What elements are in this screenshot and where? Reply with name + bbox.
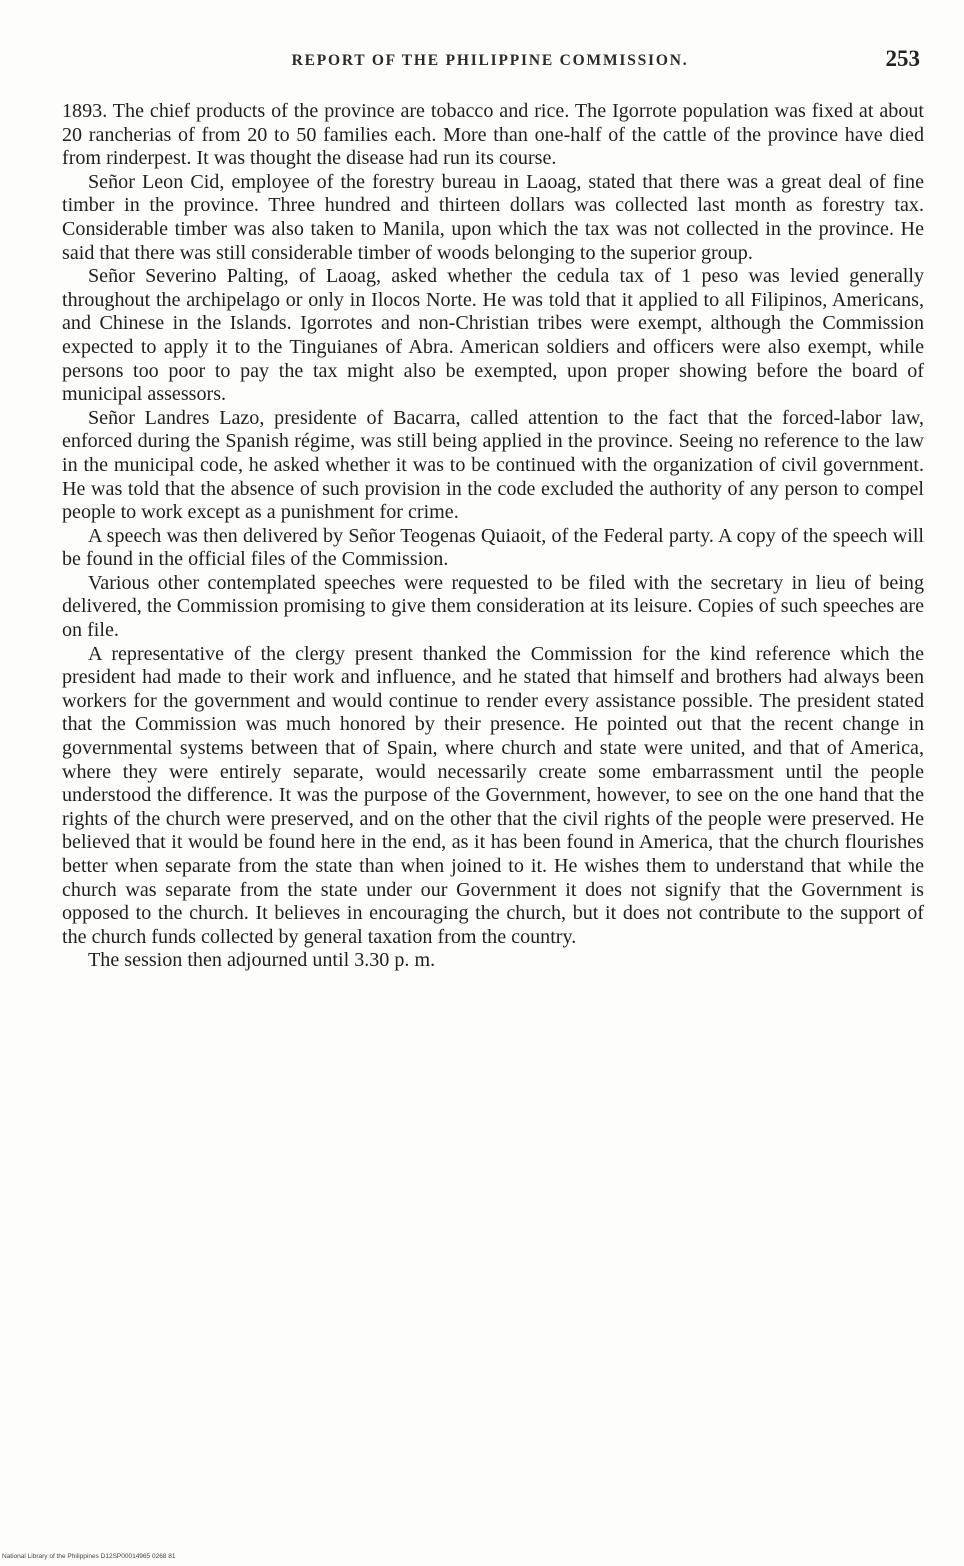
paragraph-3: Señor Severino Palting, of Laoag, asked whether the cedula tax of 1 peso was levied generally throughout the archipelago or only in Ilocos Norte. He was told that it applied to all Filipinos, Americans, and Chinese in the Islands. Igorrotes and non-Christian tribes were exempt, although the Commission expected to apply it to the Tinguianes of Abra. American soldiers and officers were also exempt, while persons too poor to pay the tax might also be exempted, upon proper showing before the board of municipal assessors. xyxy=(62,265,924,406)
paragraph-6: Various other contemplated speeches were requested to be filed with the secretary in lieu of being delivered, the Commission promising to give them consideration at its leisure. Copies of such speeches are on file. xyxy=(62,571,924,642)
library-stamp: National Library of the Philippines D12SP00014965 0268 81 xyxy=(2,1553,176,1560)
paragraph-2: Señor Leon Cid, employee of the forestry bureau in Laoag, stated that there was a great deal of fine timber in the province. Three hundred and thirteen dollars was collected last month as forestry tax. Considerable timber was also taken to Manila, upon which the tax was not collected in the province. He said that there was still considerable timber of woods belonging to the superior group. xyxy=(62,170,924,264)
page-number: 253 xyxy=(885,46,920,71)
paragraph-8: The session then adjourned until 3.30 p. m. xyxy=(88,949,436,972)
body-text xyxy=(62,100,924,973)
paragraph-5: A speech was then delivered by Señor Teogenas Quiaoit, of the Federal party. A copy of the speech will be found in the official files of the Commission. xyxy=(62,524,924,571)
paragraph-4: Señor Landres Lazo, presidente of Bacarra, called attention to the fact that the forced-labor law, enforced during the Spanish régime, was still being applied in the province. Seeing no reference to the law in the municipal code, he asked whether it was to be continued with the organization of civil government. He was told that the absence of such provision in the code excluded the authority of any person to compel people to work except as a punishment for crime. xyxy=(62,406,924,524)
paragraph-1: 1893. The chief products of the province are tobacco and rice. The Igorrote population was fixed at about 20 rancherias of from 20 to 50 families each. More than one-half of the cattle of the province have died from rinderpest. It was thought the disease had run its course. xyxy=(62,100,924,170)
page-header xyxy=(60,48,920,82)
paragraph-7: A representative of the clergy present thanked the Commission for the kind reference which the president had made to their work and influence, and he stated that himself and brothers had always been workers for the government and would continue to render every assistance possible. The president stated that the Commission was much honored by their presence. He pointed out that the recent change in governmental systems between that of Spain, where church and state were united, and that of America, where they were entirely separate, would necessarily create some embarrassment until the people understood the difference. It was the purpose of the Government, however, to see on the one hand that the rights of the church were preserved, and on the other that the civil rights of the people were preserved. He believed that it would be found here in the end, as it has been found in America, that the church flourishes better when separate from the state than when joined to it. He wishes them to understand that while the church was separate from the state under our Government it does not signify that the Government is opposed to the church. It believes in encouraging the church, but it does not contribute to the support of the church funds collected by general taxation from the country. xyxy=(62,642,924,948)
running-head: REPORT OF THE PHILIPPINE COMMISSION. xyxy=(291,52,689,69)
